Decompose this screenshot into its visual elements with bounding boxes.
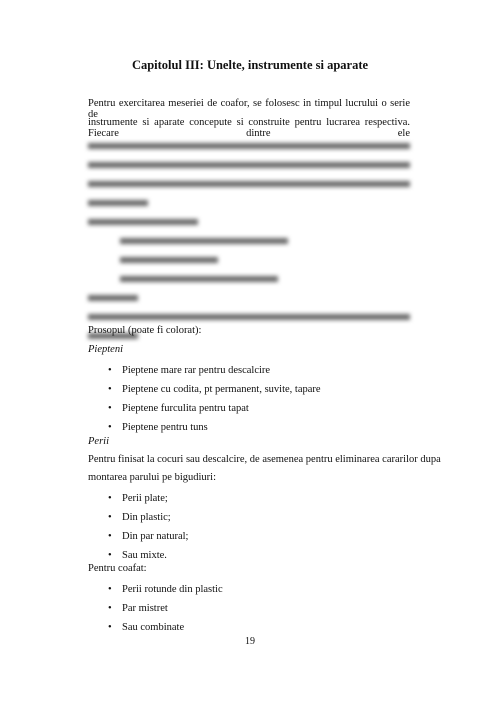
intro-line-1: Pentru exercitarea meseriei de coafor, se folosesc in timpul lucrului o serie de [88,98,410,120]
intro-line-2: instrumente si aparate concepute si construite pentru lucrarea respectiva. Fiecare dintre ele [88,117,410,139]
blurred-text-line [120,238,288,244]
list-item: • Perii plate; [88,489,188,508]
bullet-icon: • [108,422,112,433]
list-item: • Sau mixte. [88,546,188,565]
blurred-text-line [88,181,410,187]
blurred-text-line [88,295,138,301]
blurred-preview-region [88,136,410,345]
list-item: • Pieptene pentru tuns [88,418,321,437]
perii-list [88,489,188,565]
list-item: • Pieptene cu codita, pt permanent, suvite, tapare [88,380,321,399]
list-item: • Din par natural; [88,527,188,546]
chapter-title: Capitolul III: Unelte, instrumente si aparate [131,58,369,72]
list-item: • Din plastic; [88,508,188,527]
perii-desc-line-2: montarea parului pe bigudiuri: [88,472,217,483]
bullet-icon: • [108,550,112,561]
list-item: • Pieptene mare rar pentru descalcire [88,361,321,380]
blurred-text-line [88,143,410,149]
perii-desc-line-1: Pentru finisat la cocuri sau descalcire, de asemenea pentru eliminarea cararilor dupa [88,454,441,465]
prosop-text: Prosopul (poate fi colorat): [88,325,202,336]
bullet-icon: • [108,531,112,542]
blurred-text-line [88,200,148,206]
list-item: • Perii rotunde din plastic [88,580,223,599]
pieptani-list [88,361,321,437]
bullet-icon: • [108,365,112,376]
blurred-text-line [88,219,198,225]
bullet-icon: • [108,403,112,414]
bullet-icon: • [108,584,112,595]
bullet-icon: • [108,384,112,395]
blurred-text-line [88,162,410,168]
bullet-icon: • [108,603,112,614]
list-item: • Sau combinate [88,618,223,637]
blurred-text-line [120,257,218,263]
pieptani-heading: Piepteni [88,344,123,355]
list-item: • Par mistret [88,599,223,618]
perii-heading: Perii [88,436,109,447]
bullet-icon: • [108,622,112,633]
coafat-list [88,580,223,637]
blurred-text-line [88,314,410,320]
bullet-icon: • [108,512,112,523]
bullet-icon: • [108,493,112,504]
list-item: • Pieptene furculita pentru tapat [88,399,321,418]
coafat-heading: Pentru coafat: [88,563,147,574]
blurred-text-line [120,276,278,282]
page-number: 19 [245,636,255,647]
